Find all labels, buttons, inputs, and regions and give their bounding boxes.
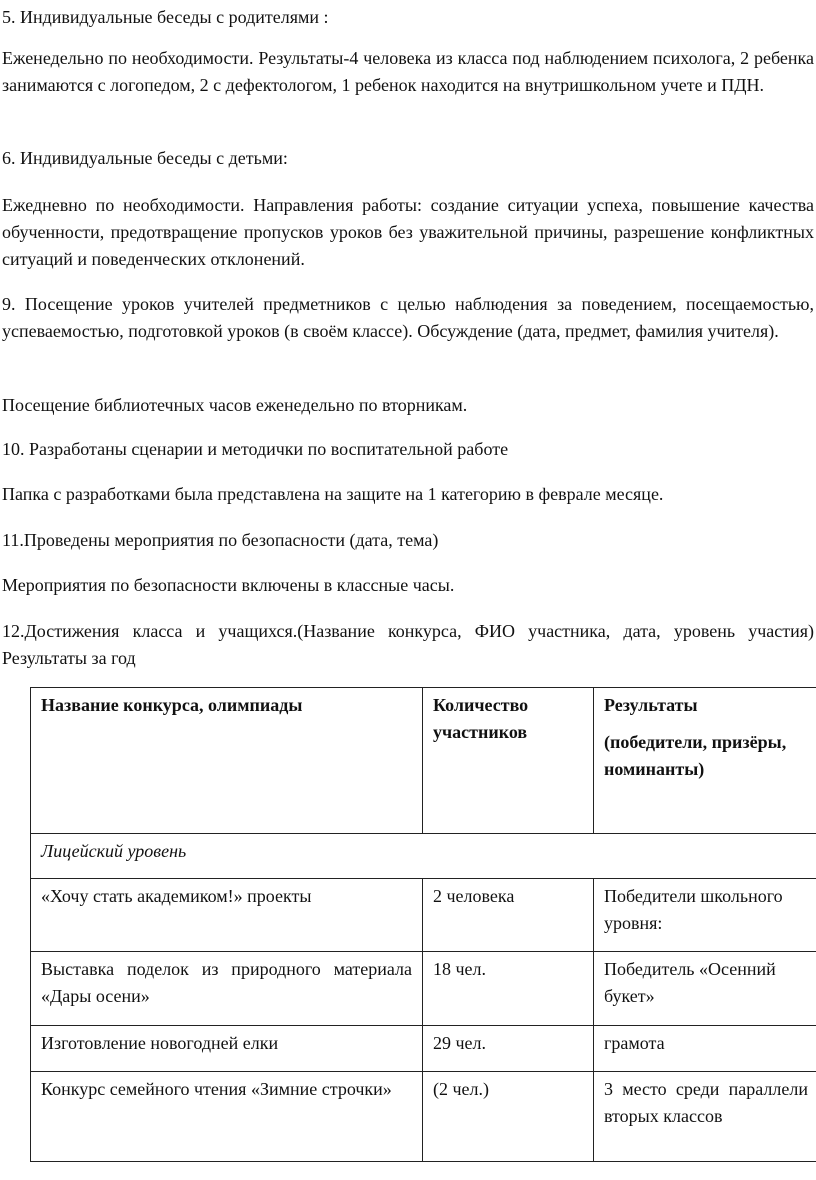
row-result: Победители школьного уровня: — [594, 879, 816, 952]
section-11-heading: 11.Проведены мероприятия по безопасности (дата, тема) — [2, 530, 439, 550]
section-10-heading: 10. Разработаны сценарии и методички по воспитательной работе — [2, 439, 509, 459]
header-count: Количество участников — [423, 688, 594, 834]
section-5-body: Еженедельно по необходимости. Результаты-4 человека из класса под наблюдением психолога, 2 ребенка занимаются с логопедом, 2 с дефектологом, 1 ребенок находится на внутришкольном учете и ПДН. — [2, 48, 814, 95]
row-result: грамота — [594, 1026, 816, 1072]
section-9-body: 9. Посещение уроков учителей предметников с целью наблюдения за поведением, посещаемостью, успеваемостью, подготовкой уроков (в своём классе). Обсуждение (дата, предмет, фамилия учителя). — [2, 294, 814, 341]
row-result: Победитель «Осенний букет» — [594, 952, 816, 1026]
row-name: Изготовление новогодней елки — [31, 1026, 423, 1072]
table-row — [31, 1072, 816, 1162]
section-5-heading: 5. Индивидуальные беседы с родителями : — [2, 7, 329, 27]
row-result: 3 место среди параллели вторых классов — [594, 1072, 816, 1162]
header-result — [594, 688, 816, 834]
section-10-body: Папка с разработками была представлена на защите на 1 категорию в феврале месяце. — [2, 484, 664, 504]
header-result-sub: (победители, призёры, номинанты) — [604, 732, 787, 779]
header-result-title: Результаты — [604, 695, 698, 715]
section-12-heading: 12.Достижения класса и учащихся.(Название конкурса, ФИО участника, дата, уровень участия) Результаты за год — [2, 621, 814, 668]
section-6-heading: 6. Индивидуальные беседы с детьми: — [2, 148, 288, 168]
row-name: «Хочу стать академиком!» проекты — [31, 879, 423, 952]
table-row — [31, 879, 816, 952]
row-count: 18 чел. — [423, 952, 594, 1026]
row-name: Конкурс семейного чтения «Зимние строчки» — [31, 1072, 423, 1162]
section-6-body: Ежедневно по необходимости. Направления работы: создание ситуации успеха, повышение качества обученности, предотвращение пропусков уроков без уважительной причины, разрешение конфликтных ситуаций и поведенческих отклонений. — [2, 195, 814, 269]
table-row — [31, 952, 816, 1026]
table-row — [31, 1026, 816, 1072]
section-11-body: Мероприятия по безопасности включены в классные часы. — [2, 575, 455, 595]
table-header-row — [31, 688, 816, 834]
table-level-row — [31, 834, 816, 879]
section-9-library: Посещение библиотечных часов еженедельно по вторникам. — [2, 395, 468, 415]
header-name: Название конкурса, олимпиады — [31, 688, 423, 834]
row-count: 2 человека — [423, 879, 594, 952]
level-label: Лицейский уровень — [31, 834, 816, 879]
row-count: (2 чел.) — [423, 1072, 594, 1162]
row-name: Выставка поделок из природного материала «Дары осени» — [31, 952, 423, 1026]
row-count: 29 чел. — [423, 1026, 594, 1072]
achievements-table — [30, 687, 816, 1162]
